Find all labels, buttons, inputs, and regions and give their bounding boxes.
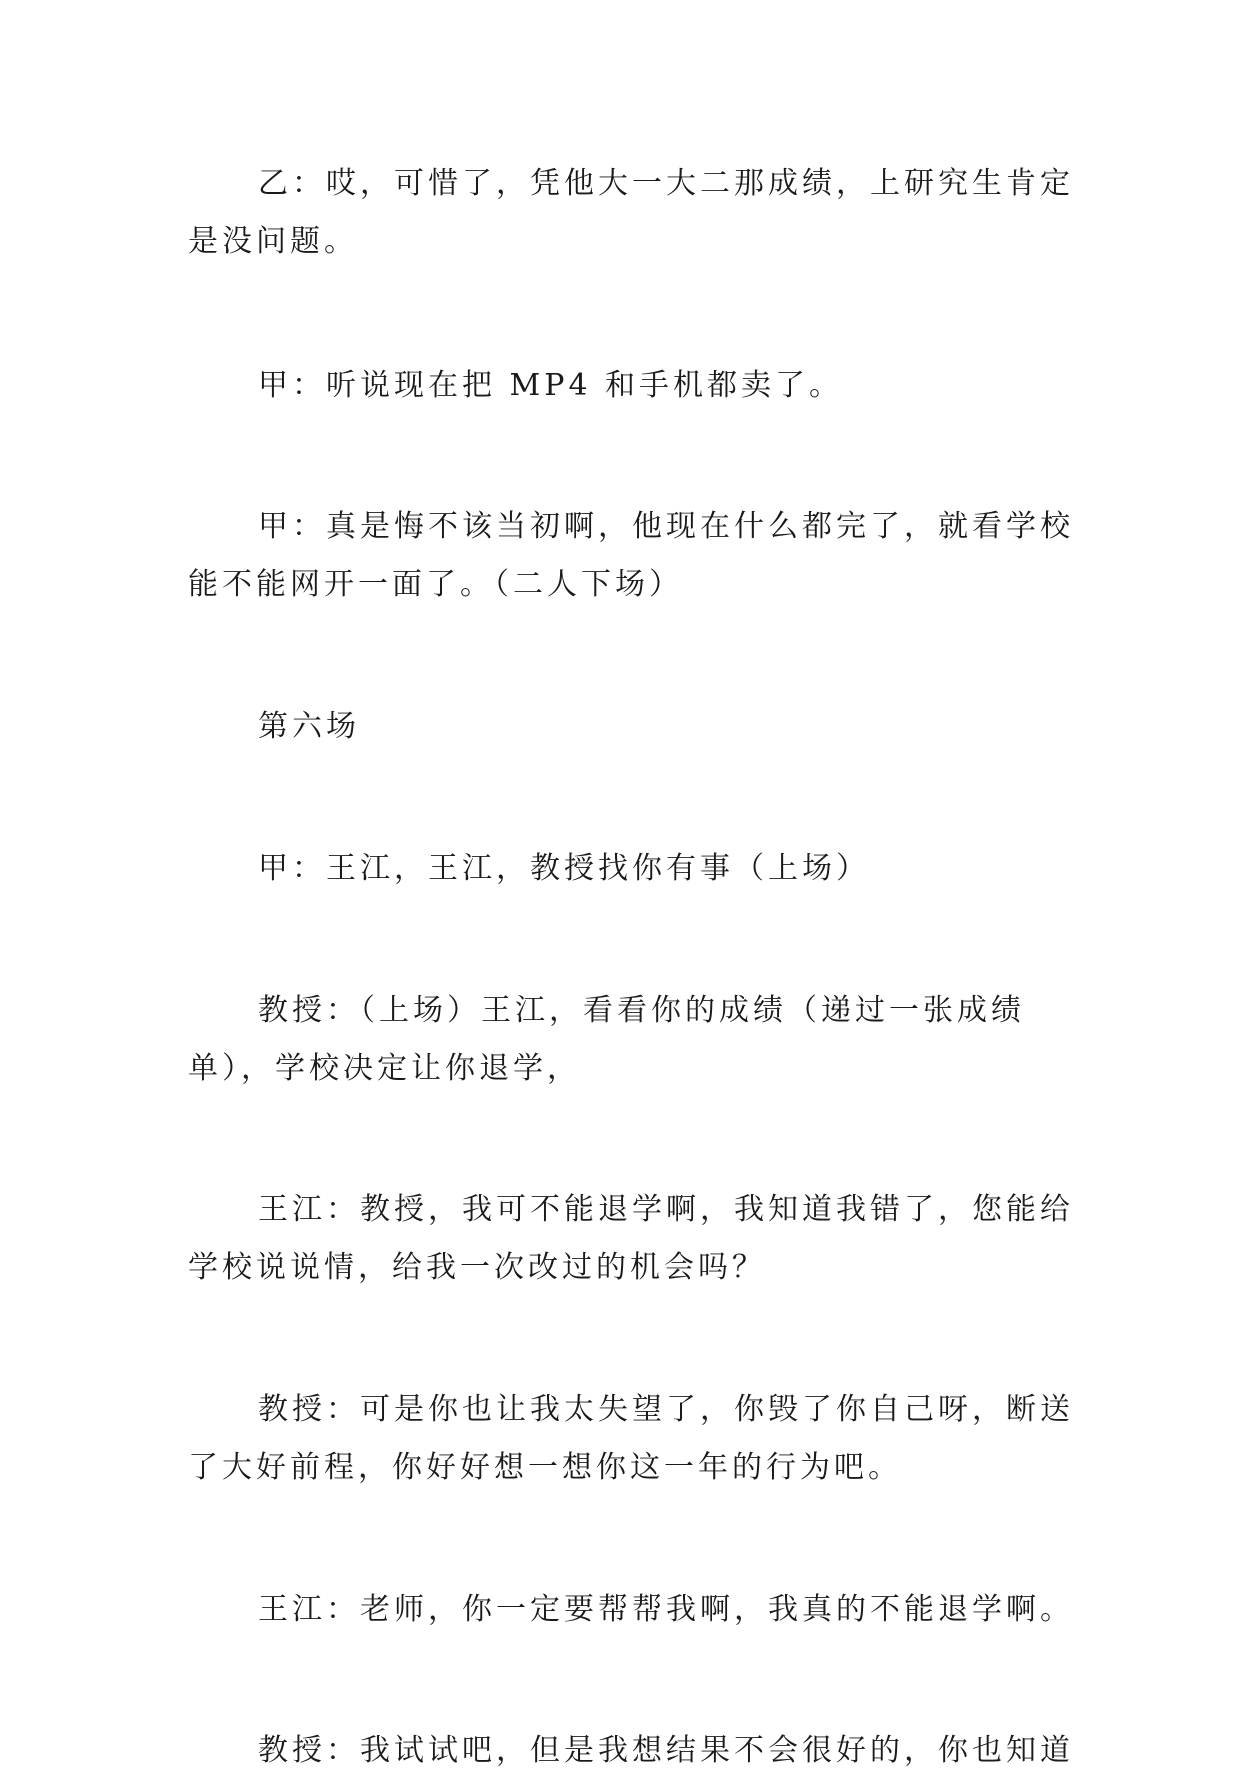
paragraph-3-line-2: 能不能网开一面了。（二人下场） (188, 567, 683, 602)
paragraph-7-line-2: 学校说说情，给我一次改过的机会吗？ (188, 1250, 766, 1285)
paragraph-6-line-1: 教授：（上场）王江，看看你的成绩（递过一张成绩 (258, 993, 1025, 1028)
paragraph-5-line-1: 甲：王江，王江，教授找你有事（上场） (258, 851, 870, 886)
paragraph-3-line-1: 甲：真是悔不该当初啊，他现在什么都完了，就看学校 (258, 509, 1074, 544)
paragraph-7-line-1: 王江：教授，我可不能退学啊，我知道我错了，您能给 (258, 1192, 1074, 1227)
paragraph-2-line-1: 甲：听说现在把 MP4 和手机都卖了。 (258, 368, 844, 403)
paragraph-8-line-2: 了大好前程，你好好想一想你这一年的行为吧。 (188, 1450, 902, 1485)
paragraph-1-line-2: 是没问题。 (188, 224, 358, 259)
scene-heading: 第六场 (258, 709, 360, 744)
paragraph-8-line-1: 教授：可是你也让我太失望了，你毁了你自己呀，断送 (258, 1392, 1074, 1427)
paragraph-9-line-1: 王江：老师，你一定要帮帮我啊，我真的不能退学啊。 (258, 1592, 1074, 1627)
paragraph-10-line-1: 教授：我试试吧，但是我想结果不会很好的，你也知道 (258, 1733, 1074, 1768)
paragraph-1-line-1: 乙：哎，可惜了，凭他大一大二那成绩，上研究生肯定 (258, 166, 1074, 201)
paragraph-6-line-2: 单），学校决定让你退学， (188, 1051, 581, 1086)
